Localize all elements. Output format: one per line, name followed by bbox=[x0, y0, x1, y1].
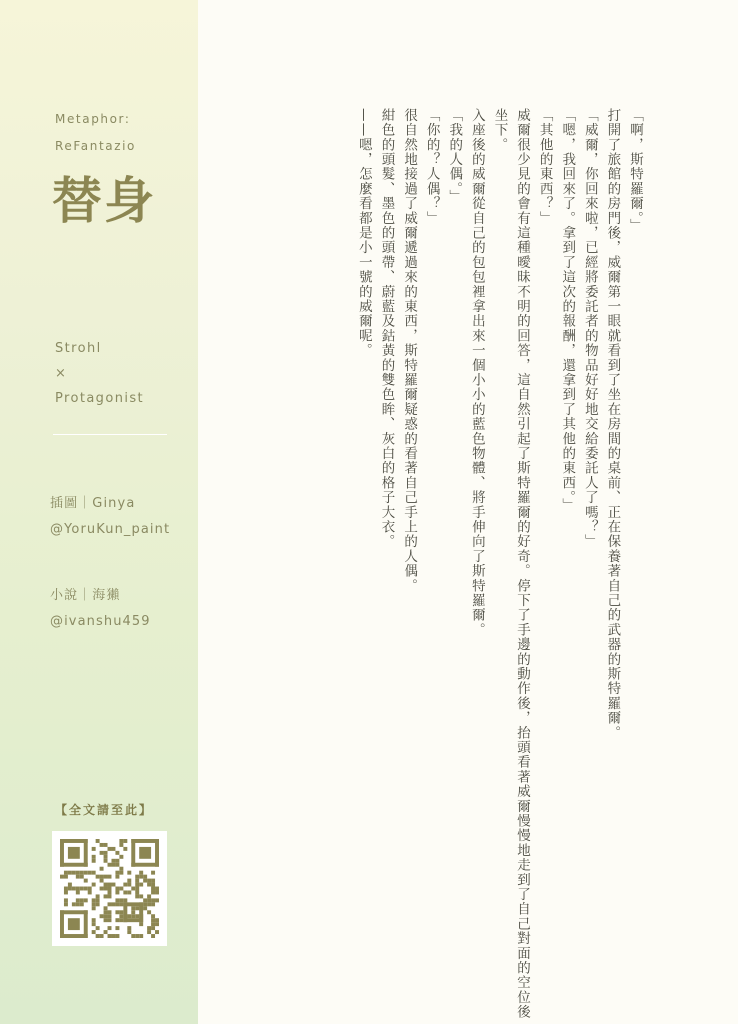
qr-code-icon bbox=[60, 839, 159, 938]
story-line: 「威爾，你回來啦，已經將委託者的物品好好地交給委託人了嗎？」 bbox=[581, 108, 598, 549]
story-text bbox=[306, 108, 646, 1024]
page-title: 替身 bbox=[52, 172, 156, 230]
pairing bbox=[55, 336, 144, 411]
sidebar bbox=[0, 0, 198, 1024]
story-line: 「其他的東西？」 bbox=[536, 108, 553, 226]
story-line: 「你的？人偶？」 bbox=[423, 108, 440, 226]
story-line: 「我的人偶。」 bbox=[446, 108, 463, 205]
story-line: 很自然地接過了威爾遞過來的東西，斯特羅爾疑惑的看著自己手上的人偶。 bbox=[401, 108, 418, 594]
pairing-cross: × bbox=[55, 366, 68, 381]
story-line: 「啊，斯特羅爾。」 bbox=[627, 108, 643, 234]
novel-handle: @ivanshu459 bbox=[50, 614, 151, 629]
illustration-credit bbox=[50, 491, 170, 543]
story-line: 紺色的頭髮、墨色的頭帶、蔚藍及鈷黃的雙色眸、灰白的格子大衣。 bbox=[378, 108, 395, 549]
story-line: 入座後的威爾從自己的包包裡拿出來一個小小的藍色物體、將手伸向了斯特羅爾。 bbox=[468, 108, 485, 638]
novel-label: 小說｜海獺 bbox=[50, 588, 121, 603]
story-line: 「嗯，我回來了。拿到了這次的報酬，還拿到了其他的東西。」 bbox=[559, 108, 576, 513]
qr-code[interactable] bbox=[52, 831, 167, 946]
story-final-line: ——嗯，怎麼看都是小一號的威爾呢。 bbox=[355, 108, 372, 358]
fulltext-label: 【全文請至此】 bbox=[55, 803, 154, 817]
story-line: 打開了旅館的房門後，威爾第一眼就看到了坐在房間的桌前、正在保養著自己的武器的斯特羅爾。 bbox=[604, 108, 621, 741]
novel-credit bbox=[50, 583, 151, 635]
divider bbox=[53, 434, 167, 435]
pairing-name-1: Strohl bbox=[55, 341, 102, 356]
series-line-1: Metaphor: bbox=[55, 112, 131, 126]
series-line-2: ReFantazio bbox=[55, 139, 136, 153]
illustration-handle: @YoruKun_paint bbox=[50, 522, 171, 537]
story-line: 威爾很少見的會有這種曖昧不明的回答，這自然引起了斯特羅爾的好奇。停下了手邊的動作後，抬頭看著威爾慢慢地走到了自己對面的空位後坐下。 bbox=[491, 108, 531, 1020]
pairing-name-2: Protagonist bbox=[55, 391, 145, 406]
series-title bbox=[55, 106, 136, 160]
illustration-label: 插圖｜Ginya bbox=[50, 496, 136, 511]
